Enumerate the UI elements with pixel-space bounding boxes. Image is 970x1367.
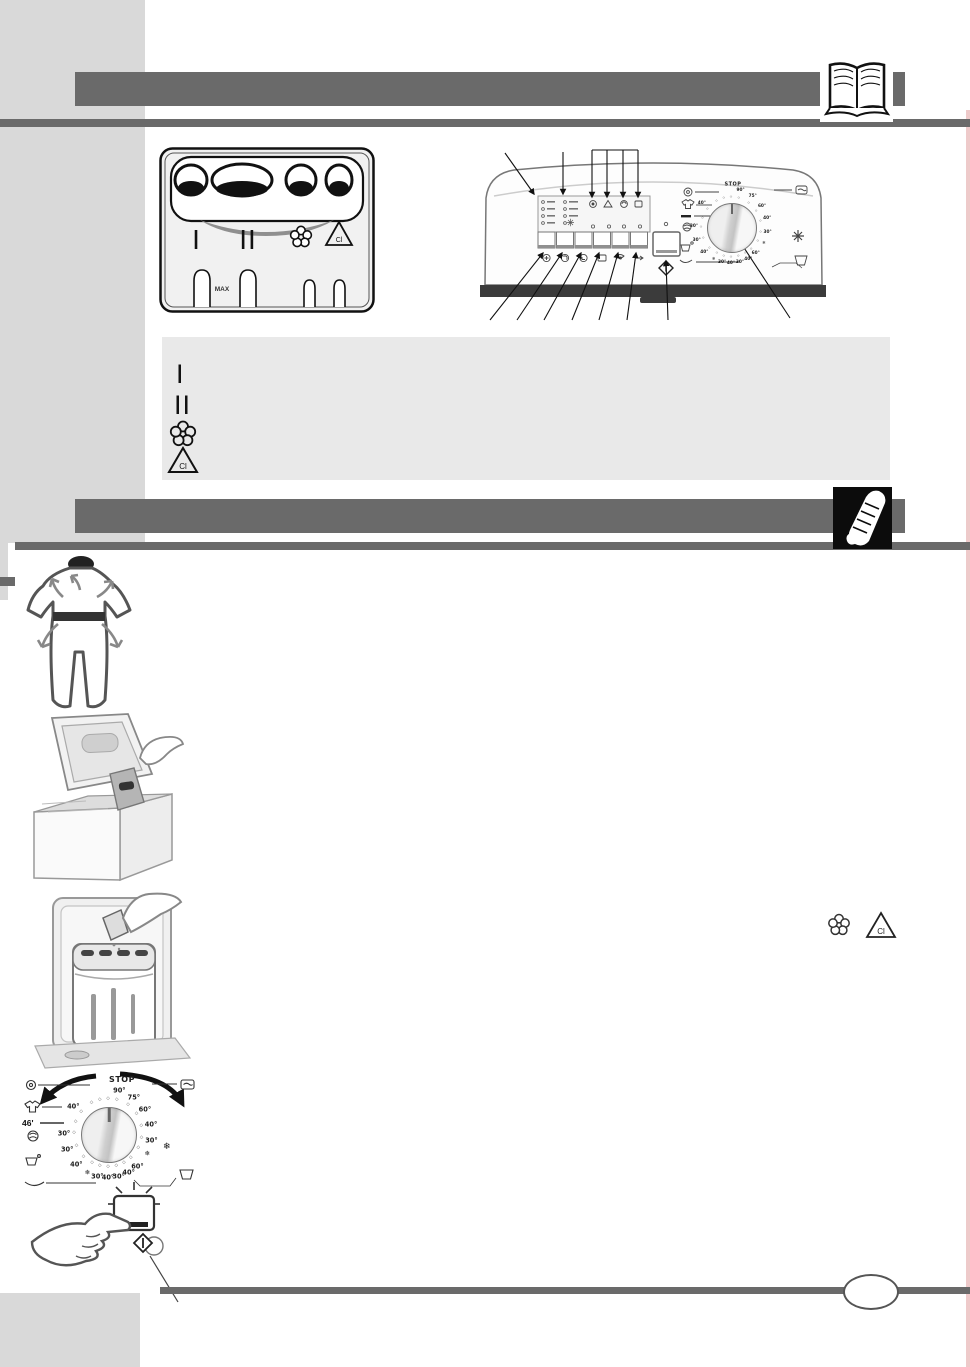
dial-temperature-label: 75° — [127, 1094, 141, 1103]
dial-temperature-label: 40° — [700, 249, 709, 255]
dial-temperature-label: ❄ — [84, 1168, 91, 1177]
instruction-program-dial — [18, 1068, 198, 1192]
dial-temperature-label: 30° — [763, 229, 772, 235]
dial-temperature-label: 40° — [744, 256, 753, 262]
dial-temperature-label: 40° — [101, 1173, 115, 1182]
page-number-oval — [843, 1274, 899, 1310]
dial-position-tick: ◇ — [139, 1123, 144, 1129]
book-icon-box — [820, 58, 893, 122]
empty-pockets-figure — [18, 552, 148, 712]
dial-temperature-label: 40° — [763, 216, 772, 222]
dial-temperature-label: 40° — [144, 1120, 158, 1129]
dial-position-tick: ◇ — [722, 195, 725, 200]
dial-position-tick: ◇ — [722, 253, 725, 258]
dial-temperature-label: 30° — [91, 1172, 104, 1181]
dial-position-tick: ◇ — [729, 194, 733, 199]
dial-position-tick: ◇ — [708, 245, 711, 250]
dial-temperature-label: 60° — [751, 251, 760, 257]
dial-temperature-label: 30° — [717, 259, 727, 265]
dial-temperature-label: 60° — [138, 1105, 152, 1114]
dial-temperature-label: 60° — [757, 203, 767, 209]
left-margin-strip — [0, 543, 8, 600]
dial-temperature-label: 30° — [692, 237, 701, 243]
left-edge-mini-rule — [0, 577, 15, 586]
dial-temperature-label: 30° — [112, 1172, 125, 1181]
fill-detergent-figure — [15, 888, 193, 1070]
legend-prewash-symbol: I — [176, 359, 184, 389]
legend-mainwash-symbol: II — [174, 390, 192, 420]
drawer-max-label: MAX — [214, 286, 230, 293]
section2-title-bar — [75, 499, 905, 533]
bottom-left-block — [0, 1293, 140, 1367]
detergent-drawer-figure — [158, 146, 376, 314]
dial-position-tick: ◇ — [699, 224, 703, 229]
hand-icon — [833, 487, 892, 549]
drawer-prewash-symbol: I — [192, 224, 200, 255]
dial-temperature-label: 30° — [57, 1129, 71, 1138]
dial-temperature-label: 30° — [689, 223, 699, 229]
dial-position-tick: ◇ — [756, 238, 759, 243]
dial-position-tick: ◇ — [737, 253, 740, 258]
inline-bleach-symbol — [864, 910, 898, 940]
dial-temperature-label: 60° — [131, 1162, 144, 1171]
legend-bleach-symbol — [166, 445, 200, 475]
dial-position-tick: ◇ — [715, 198, 718, 203]
dial-temperature-label: ❄ — [762, 240, 766, 246]
compartment-legend-box — [162, 337, 890, 480]
dial-position-tick: ◇ — [79, 1109, 83, 1115]
open-book-icon — [820, 58, 893, 122]
dial-position-tick: ◇ — [136, 1146, 141, 1152]
dial-position-tick: ◇ — [729, 254, 733, 259]
dial-position-tick: ◇ — [759, 218, 762, 223]
dial-position-tick: ◇ — [139, 1136, 144, 1142]
dial-position-tick: ◇ — [759, 229, 762, 234]
dial-position-tick: ◇ — [706, 205, 709, 210]
dial-position-tick: ◇ — [747, 200, 750, 205]
dial-position-tick: ◇ — [134, 1112, 139, 1118]
inline-softener-flower-icon — [826, 912, 852, 938]
panel-base — [480, 285, 826, 297]
cold-wash-icon: ❄ — [163, 1142, 171, 1152]
section1-title-bar — [75, 72, 905, 106]
dial-position-tick: ◇ — [74, 1143, 79, 1149]
dial-position-tick: ◇ — [89, 1100, 94, 1106]
dial-temperature-label: 30° — [60, 1146, 74, 1155]
dial-temperature-label: 90° — [736, 188, 745, 194]
dial-position-tick: ◇ — [126, 1103, 130, 1109]
dial-temperature-label: 40° — [726, 260, 736, 266]
dial-position-tick: ◇ — [97, 1097, 102, 1103]
section2-rule — [15, 542, 970, 550]
panel-program-dial — [675, 171, 787, 283]
svg-text:Cl: Cl — [179, 462, 187, 471]
dial-position-tick: ◇ — [114, 1163, 118, 1169]
dial-position-tick: ◇ — [72, 1130, 76, 1136]
dial-position-tick: ◇ — [128, 1155, 133, 1161]
dial-stop-label: STOP — [109, 1075, 135, 1084]
scan-edge-line — [966, 110, 970, 1367]
dial-temperature-label: 40° — [122, 1168, 135, 1177]
open-lid-figure — [22, 712, 187, 884]
dial-position-tick: ◇ — [106, 1164, 110, 1170]
dial-position-tick: ◇ — [701, 235, 705, 240]
dial-position-tick: ◇ — [73, 1120, 78, 1126]
dial-temperature-label: 30° — [145, 1136, 158, 1145]
dial-temperature-label: 30° — [735, 259, 745, 265]
quick-wash-label: 46' — [22, 1118, 34, 1128]
dial-position-tick: ◇ — [97, 1163, 102, 1169]
dial-stop-label: STOP — [724, 181, 742, 188]
dial-position-tick: ◇ — [106, 1096, 110, 1102]
dial-position-tick: ◇ — [122, 1160, 126, 1166]
dial-position-tick: ◇ — [749, 246, 753, 251]
dial-temperature-label: ❄ — [144, 1149, 150, 1158]
dial-position-tick: ◇ — [90, 1160, 94, 1166]
dial-temperature-label: 40° — [67, 1102, 80, 1111]
press-start-figure — [30, 1180, 180, 1304]
dial-position-tick: ◇ — [743, 250, 747, 255]
dial-temperature-label: 40° — [697, 201, 706, 207]
dial-temperature-label: 40° — [70, 1160, 83, 1169]
dial-position-tick: ◇ — [701, 215, 704, 220]
dial-position-tick: ◇ — [81, 1154, 86, 1160]
hand-icon-box — [833, 487, 892, 549]
dial-temperature-label: 90° — [113, 1087, 126, 1096]
dial-position-tick: ◇ — [754, 208, 758, 213]
dial-position-tick: ◇ — [737, 195, 740, 200]
dial-position-tick: ◇ — [715, 250, 719, 255]
drawer-mainwash-symbol: II — [239, 224, 257, 255]
svg-text:Cl: Cl — [877, 927, 885, 936]
dial-position-tick: ◇ — [115, 1097, 119, 1103]
dial-temperature-label: 75° — [748, 193, 757, 199]
dial-temperature-label: ❄ — [711, 256, 716, 262]
svg-text:Cl: Cl — [335, 237, 343, 244]
